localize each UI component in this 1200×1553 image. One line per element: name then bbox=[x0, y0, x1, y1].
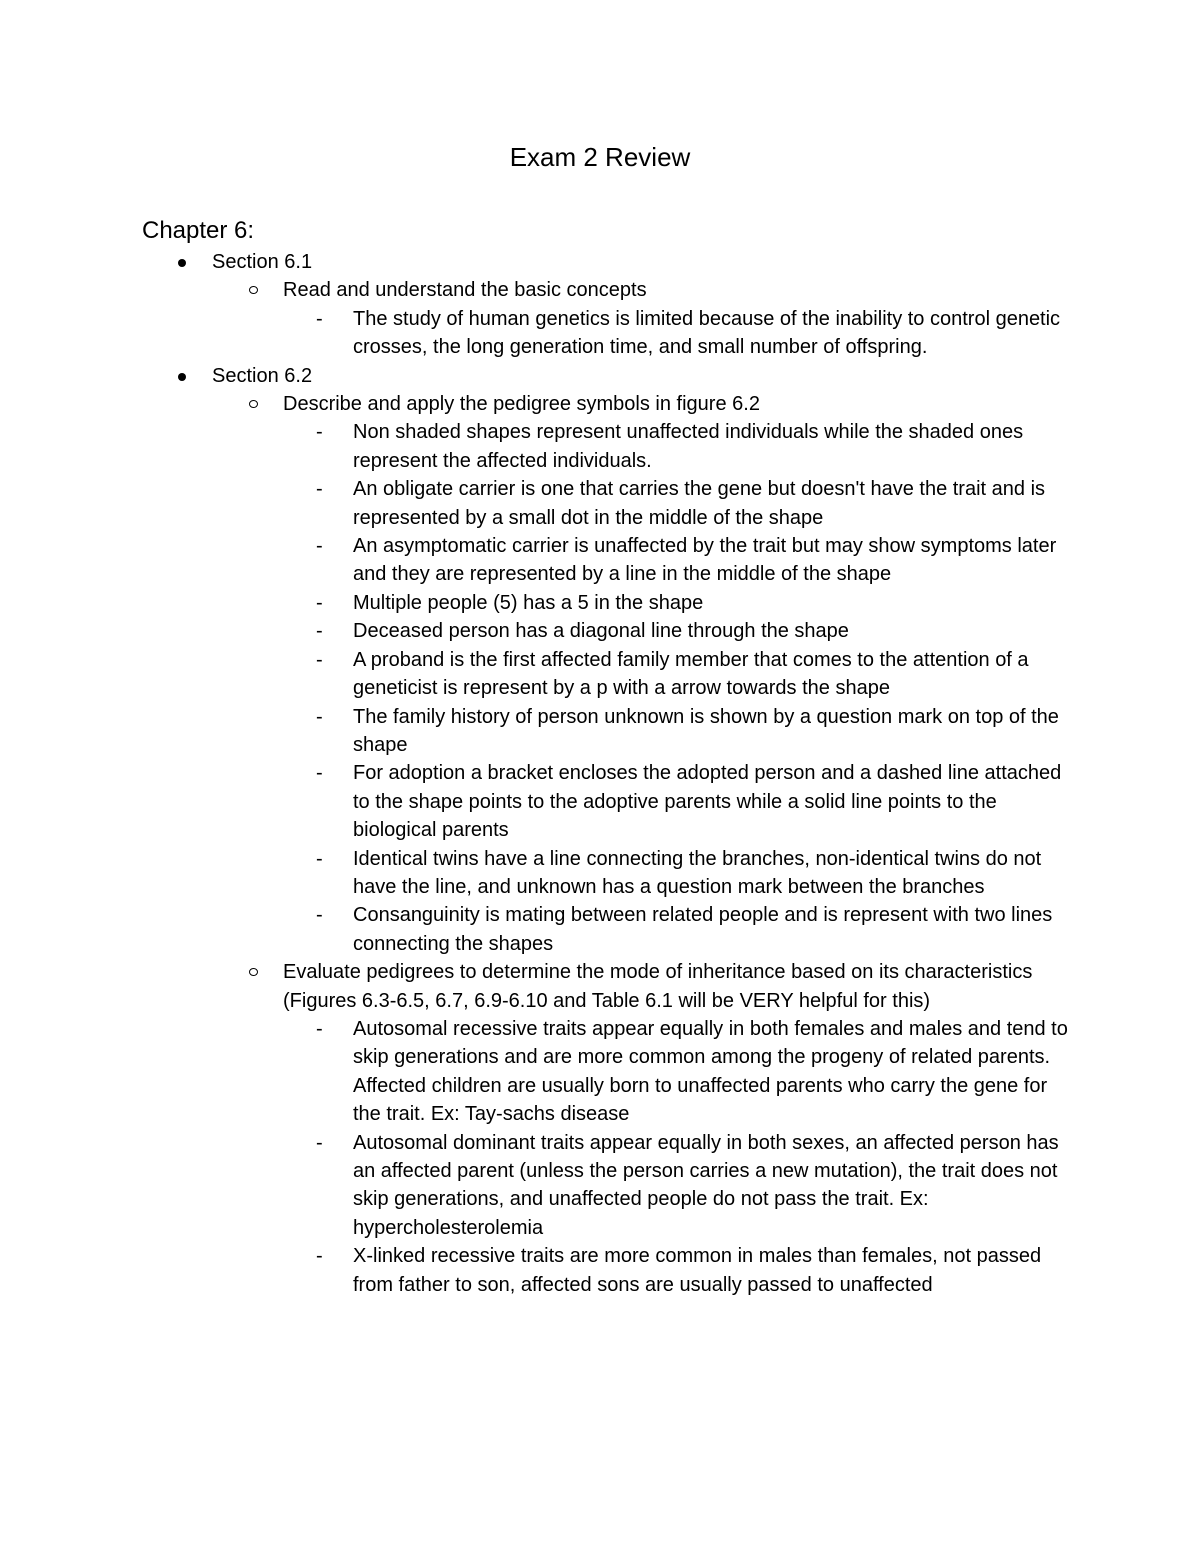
note-item bbox=[0, 703, 1073, 760]
note-text: The family history of person unknown is shown by a question mark on top of the shape bbox=[353, 705, 1059, 756]
section-label: Section 6.1 bbox=[212, 251, 313, 273]
note-item bbox=[0, 1015, 1073, 1129]
objective-item bbox=[0, 276, 1073, 304]
note-item bbox=[0, 305, 1073, 362]
dash-bullet-icon: - bbox=[316, 620, 323, 643]
dash-bullet-icon: - bbox=[316, 478, 323, 501]
note-item bbox=[0, 589, 1073, 617]
note-text: For adoption a bracket encloses the adopted person and a dashed line attached to the shape points to the adoptive parents while a solid line points to the biological parents bbox=[353, 762, 1062, 842]
note-text: The study of human genetics is limited because of the inability to control genetic crosses, the long generation time, and small number of offspring. bbox=[353, 307, 1061, 359]
note-text: An obligate carrier is one that carries the gene but doesn't have the trait and is represented by a small dot in the middle of the shape bbox=[353, 478, 1046, 529]
note-item bbox=[0, 475, 1073, 532]
note-text: Multiple people (5) has a 5 in the shape bbox=[353, 591, 704, 614]
dash-bullet-icon: - bbox=[316, 307, 323, 330]
note-text: X-linked recessive traits are more common in males than females, not passed from father to son, affected sons are usually passed to unaffected bbox=[353, 1245, 1042, 1296]
note-text: Non shaded shapes represent unaffected individuals while the shaded ones represent the affected individuals. bbox=[353, 421, 1024, 472]
dash-bullet-icon: - bbox=[316, 535, 323, 558]
note-item bbox=[0, 845, 1073, 902]
hollow-bullet-icon bbox=[249, 968, 258, 976]
note-item bbox=[0, 646, 1073, 703]
dash-bullet-icon: - bbox=[316, 762, 323, 785]
dash-bullet-icon: - bbox=[316, 1017, 323, 1040]
dash-bullet-icon: - bbox=[316, 421, 323, 444]
note-text: Consanguinity is mating between related people and is represent with two lines connecting the shapes bbox=[353, 904, 1053, 955]
objective-text: Read and understand the basic concepts bbox=[283, 279, 647, 302]
objective-text: Describe and apply the pedigree symbols in figure 6.2 bbox=[283, 393, 760, 416]
dash-bullet-icon: - bbox=[316, 1245, 323, 1268]
objective-item bbox=[0, 958, 1073, 1015]
note-item bbox=[0, 901, 1073, 958]
note-text: Deceased person has a diagonal line through the shape bbox=[353, 620, 849, 643]
note-item bbox=[0, 1242, 1073, 1299]
outline-list bbox=[0, 248, 1200, 1299]
section-label: Section 6.2 bbox=[212, 364, 313, 387]
note-text: Autosomal recessive traits appear equally in both females and males and tend to skip generations and are more common among the progeny of related parents. Affected children are usually born to unaffected parents who carry the gene for the trait. Ex: Tay-sachs disease bbox=[353, 1017, 1068, 1126]
note-text: A proband is the first affected family member that comes to the attention of a geneticist is represent by a p with a arrow towards the shape bbox=[353, 648, 1029, 700]
note-item bbox=[0, 418, 1073, 475]
note-text: Autosomal dominant traits appear equally in both sexes, an affected person has an affected parent (unless the person carries a new mutation), the trait does not skip generations, and unaffected people do not pass the trait. Ex: hypercholesterolemia bbox=[353, 1131, 1059, 1239]
dash-bullet-icon: - bbox=[316, 904, 323, 927]
objective-text: Evaluate pedigrees to determine the mode of inheritance based on its characteristics (Figures 6.3-6.5, 6.7, 6.9-6.10 and Table 6.1 will be VERY helpful for this) bbox=[283, 961, 1033, 1012]
hollow-bullet-icon bbox=[249, 286, 258, 294]
hollow-bullet-icon bbox=[249, 400, 258, 408]
dash-bullet-icon: - bbox=[316, 847, 323, 870]
dash-bullet-icon: - bbox=[316, 705, 323, 728]
filled-bullet-icon bbox=[178, 259, 186, 267]
chapter-heading: Chapter 6: bbox=[142, 217, 255, 244]
document-title: Exam 2 Review bbox=[509, 142, 691, 172]
section-item bbox=[0, 248, 1200, 276]
dash-bullet-icon: - bbox=[316, 591, 323, 614]
note-text: Identical twins have a line connecting the branches, non-identical twins do not have the line, and unknown has a question mark between the branches bbox=[353, 847, 1042, 898]
section-item bbox=[0, 362, 1200, 390]
filled-bullet-icon bbox=[178, 373, 186, 381]
objective-item bbox=[0, 390, 1073, 418]
note-text: An asymptomatic carrier is unaffected by the trait but may show symptoms later and they are represented by a line in the middle of the shape bbox=[353, 535, 1057, 586]
dash-bullet-icon: - bbox=[316, 648, 323, 671]
note-item bbox=[0, 532, 1073, 589]
note-item bbox=[0, 1129, 1073, 1243]
note-item bbox=[0, 759, 1073, 844]
note-item bbox=[0, 617, 1073, 645]
dash-bullet-icon: - bbox=[316, 1131, 323, 1154]
